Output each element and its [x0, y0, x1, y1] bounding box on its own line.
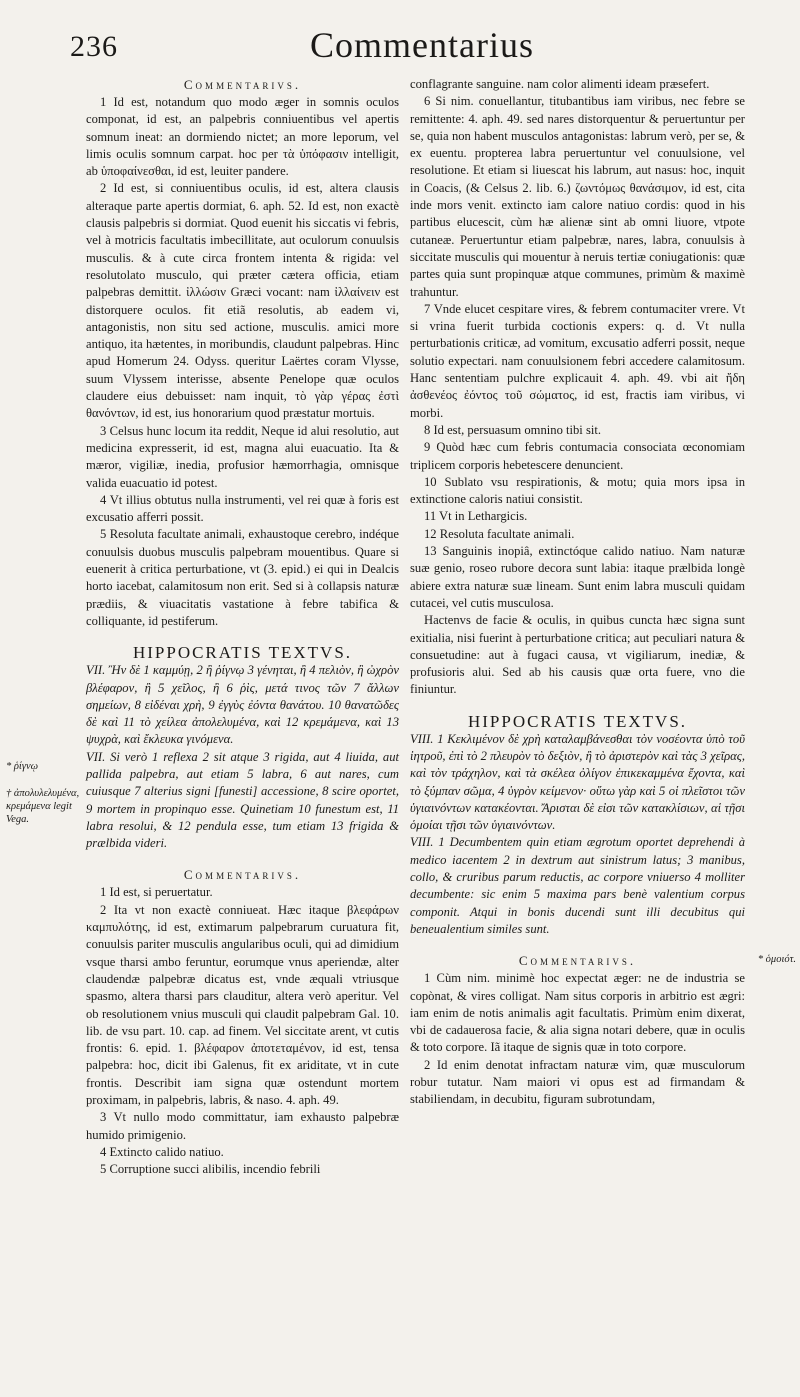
- margin-note: † ἀπολυλελυμένα, κρεμάμενα legit Vega.: [6, 788, 80, 825]
- commentary-paragraph: 5 Corruptione succi alibilis, incendio febrili: [100, 1162, 321, 1177]
- commentary-paragraph: 1 Id est, si peruertatur.: [100, 885, 213, 900]
- right-column: [410, 76, 745, 1109]
- greek-text: VII. Ἢν δὲ 1 καμμύῃ, 2 ἢ ῥίγνῳ 3 γένηται, ἢ 4 πελιὸν, ἢ ὠχρὸν βλέφαρον, ἢ 5 χεῖλος, ἢ 6 ῥὶς, μετά τινος τῶν 7 ἄλλων σημείων, 8 εἰδέναι χρὴ, 9 ἐγγὺς ἐόντα θανάτου. 10 θανατῶδες δὲ καὶ 11 τὸ χείλεα ἀπολελυμένα, καὶ 12 κρεμάμενα, καὶ 13 ψυχρὰ, καὶ ἔκλευκα γινόμενα.: [86, 663, 399, 747]
- greek-text: VIII. 1 Κεκλιμένον δὲ χρὴ καταλαμβάνεσθαι τὸν νοσέοντα ὑπὸ τοῦ ἰητροῦ, ἐπὶ τὸ 2 πλευρὸν τὸ δεξιὸν, ἢ τὸ ἀριστερὸν καὶ τὰς 3 χεῖρας, καὶ τὸν τράχηλον, καὶ τὰ σκέλεα ὀλίγον ἐπικεκαμμένα ἔχοντα, καὶ τὸ ξύμπαν σῶμα, 4 ὑγρὸν κείμενον· οὕτω γὰρ καὶ 5 οἱ πλεῖστοι τῶν ὑγιαινόντων κατακέονται. Ἄρισται δὲ εἰσι τῶν κατακλίσιων, αἱ τῇσι ὁμοίαι τῇσι τῶν ὑγιαινόντων.: [410, 731, 745, 833]
- commentary-paragraph: 9 Quòd hæc cum febris contumacia consociata œconomiam triplicem corporis hebetescere denuncient.: [410, 440, 745, 472]
- commentary-paragraph: 2 Ita vt non exactè conniueat. Hæc itaque βλεφάρων καμπυλότης, id est, extimarum palpebrarum curuatura fit, conuulsis pariter musculis angularibus oculi, qui ad dimidium vsque tharsi ambo feruntur, eorumque vnus aperiendæ, alter claudendæ palpebræ dicatus est, vnde æquali vtriusque spasmo, altera tharsi pars clauditur, altera verò aperitur. Vel ob resolutionem vnius musculi qui claudit palpebram Gal. 10. lib. de vsu part. 10. cap. ad finem. Vel siccitate arent, vt cutis frontis: 6. epid. 1. βλέφαρον ἀποτεταμένον, id est, tensa palpebra: hoc, dicit ibi Galenus, fit ex ariditate, vt in cute frontis. Describit iam signa quæ ostendunt mortem proximam, in palpebris, labris, & naso. 4. aph. 49.: [86, 902, 399, 1108]
- commentary-paragraph: 7 Vnde elucet cespitare vires, & febrem contumaciter vrere. Vt si vrina fuerit turbida coctionis expers: q. d. Vt nulla perturbationis criticæ, ad vomitum, excusatio adferri possit, neque solutio expectari. nam conuulsionem febri accedere calamitosum. Hanc sententiam pulchre explicauit 4. aph. 49. vbi ait ἤδη ἀσθενέος ἐόντος τοῦ σώματος, id est, fractis iam viribus, vi morbi.: [410, 301, 745, 420]
- commentary-paragraph: 13 Sanguinis inopiâ, extinctóque calido natiuo. Nam naturæ suæ genio, roseo rubore decora sunt labia: itaque prælbida longè abiere extra naturæ suæ lineam. Sunt enim labra musculi quidam cutacei, vel cutis musculosa.: [410, 544, 745, 610]
- commentary-heading: Commentarivs.: [183, 77, 302, 92]
- commentary-paragraph: 1 Cùm nim. minimè hoc expectat æger: ne de industria se copònat, & vires colligat. Nam situs corporis in arbitrio est ægri: iam enim de notis animalis agit facultatis. Primùm enim dixerat, vbi de cadauerosa facie, & alia signa notari debere, quæ in oculis & toto corpore. Iã itaque de signis quæ in toto corpore.: [410, 971, 745, 1055]
- commentary-paragraph: 10 Sublato vsu respirationis, & motu; quia mors ipsa in extinctione caloris natiui consistit.: [410, 474, 745, 507]
- commentary-paragraph: Hactenvs de facie & oculis, in quibus cuncta hæc signa sunt exitialia, nisi fuerint à perturbatione critica; aut peculiari natura & consuetudine: aut à fugaci causa, vt vigiliarum, inediæ, & profusioris alui. Sed ab his causis quæ orta fuere, vno die finiuntur.: [410, 613, 745, 697]
- commentary-paragraph: 4 Extincto calido natiuo.: [100, 1144, 224, 1159]
- commentary-heading: Commentarivs.: [183, 867, 302, 883]
- commentary-heading: Commentarivs.: [518, 953, 637, 969]
- commentary-paragraph: 5 Resoluta facultate animali, exhaustoque cerebro, indéque conuulsis duobus musculis palpebram mouentibus. Quare si euenerit à critica perturbatione, vt (3. epid.) ei qui in Dealcis horto iacebat, calamitosum non erit. Sed si à collapsis naturæ prædiis, & viuacitatis vastatione à febre tabifica & colliquante, id pestiferum.: [86, 527, 399, 628]
- latin-text: VIII. 1 Decumbentem quin etiam ægrotum oportet deprehendi à medico iacentem 2 in dextrum aut sinistrum latus; 3 manibus, collo, & cruribus parum reductis, ac corpore vniuerso 4 molliter decumbente: sic enim 5 maxima pars benè valentium corpus componit. Atqui in bonis ducendi sunt illi decubitus qui beneualentium similes sunt.: [410, 835, 745, 936]
- commentary-paragraph: 1 Id est, notandum quo modo æger in somnis oculos componat, id est, an palpebris conniuentibus vel apertis somnum ineat: an dormiendo nictet; an more leporum, vel limis oculis somnum carpat. hoc per τὰ ὑπόφασιν intelligit, ab ὑποφαίνεσθαι, id est, leuiter pandere.: [86, 95, 399, 179]
- commentary-paragraph: 3 Celsus hunc locum ita reddit, Neque id alui resolutio, aut medicina expresserit, id est, magna alui euacuatio. Ita & mæror, vigiliæ, inedia, profusior hæmorrhagia, omnisque valida euacuatio id potest.: [86, 423, 399, 490]
- commentary-paragraph: 3 Vt nullo modo committatur, iam exhausto palpebræ humido primigenio.: [86, 1110, 399, 1142]
- commentary-paragraph: 12 Resoluta facultate animali.: [424, 526, 575, 541]
- commentary-paragraph: 6 Si nim. conuellantur, titubantibus iam viribus, nec febre se remittente: 4. aph. 49. sed nares distorquentur & peruertuntur per se, quia non habent musculos antagonistas: labrum verò, per se, & ex euentu. propterea labra peruertuntur vel conuulsione, vel resolutione. Et etiam si liuescat his labrum, aut nasus: hoc, inquit in Coacis, (& Celsus 2. lib. 6.) ζωντόμως θανάσιμον, id est, cita inde mors venit. extincto iam calore natiuo cordis: quod in his partibus elucescit, cùm hæ alienæ sint ab omni liuore, vtpote cutaneæ. Peruertuntur etiam palpebræ, nares, labra, conuulsis à siccitate musculis qui mouentur à neruis tertiæ coniugationis: quæ partes quia sunt propinquæ atque communes, primùm & maximè trahuntur.: [410, 94, 745, 299]
- left-margin-notes: [6, 760, 88, 840]
- commentary-paragraph: 8 Id est, persuasum omnino tibi sit.: [424, 422, 602, 437]
- commentary-paragraph: 4 Vt illius obtutus nulla instrumenti, vel rei quæ à foris est excusatio afferri possit.: [86, 492, 399, 525]
- right-margin-note: * ὁμοιότ.: [757, 954, 796, 965]
- commentary-paragraph: 11 Vt in Lethargicis.: [424, 509, 528, 524]
- commentary-paragraph: 2 Id est, si conniuentibus oculis, id est, altera clausis alteraque parte apertis dormiat, 6. aph. 52. Id est, non exactè clausis palpebris si dormiat. Quod euenit his siccatis vi febris, vel à motricis facultatis imbecillitate, aut oculorum conuulsis musculis. & à cute circa frontem intenta & rigida: vel resolutolato musculo, qui præter cætera officia, etiam palpebras demittit. ἰλλώσιν Græci vocant: nam ἰλλαίνειν est distorquere oculos. fit etiã resolutis, ab eadem vi, antagonistis, non situ sed actione, musculis. amici more antiquo, ita hætentes, in moribundis, claudunt palpebras. Hinc apud Homerum 24. Odyss. queritur Laërtes coram Vlysse, suum Vlyssem interisse, absente Penelope quæ oculos claudere eius debuisset: nam inquit, τὸ γὰρ γέρας ἐστὶ θανόντων, id est, ius honorarium quod præstatur mortuis.: [86, 181, 399, 421]
- running-title: Commentarius: [310, 25, 534, 65]
- commentary-paragraph: conflagrante sanguine. nam color alimenti ideam præsefert.: [410, 77, 710, 91]
- page-number: 236: [70, 30, 118, 63]
- hippocrates-text-heading: HIPPOCRATIS TEXTVS.: [132, 643, 353, 663]
- left-column: [86, 76, 399, 1179]
- margin-note: * ῥίγνῳ: [6, 761, 39, 772]
- latin-text: VII. Si verò 1 reflexa 2 sit atque 3 rigida, aut 4 liuida, aut pallida palpebra, aut etiam 5 labra, 6 aut nares, cum cuiusque 7 alterius signi [funesti] accessione, 8 scire oportet, 9 mortem in propinquo esse. Quinetiam 10 funestum est, 11 labra resolui, & 12 pendula esse, tum etiam 13 frigida & prælbida videri.: [86, 749, 399, 851]
- hippocrates-text-heading: HIPPOCRATIS TEXTVS.: [467, 711, 688, 731]
- commentary-paragraph: 2 Id enim denotat infractam naturæ vim, quæ musculorum robur tutatur. Nam maiori vi opus est ad firmandam & stabiliendam, in decubitu, figuram subrotundam,: [410, 1057, 745, 1107]
